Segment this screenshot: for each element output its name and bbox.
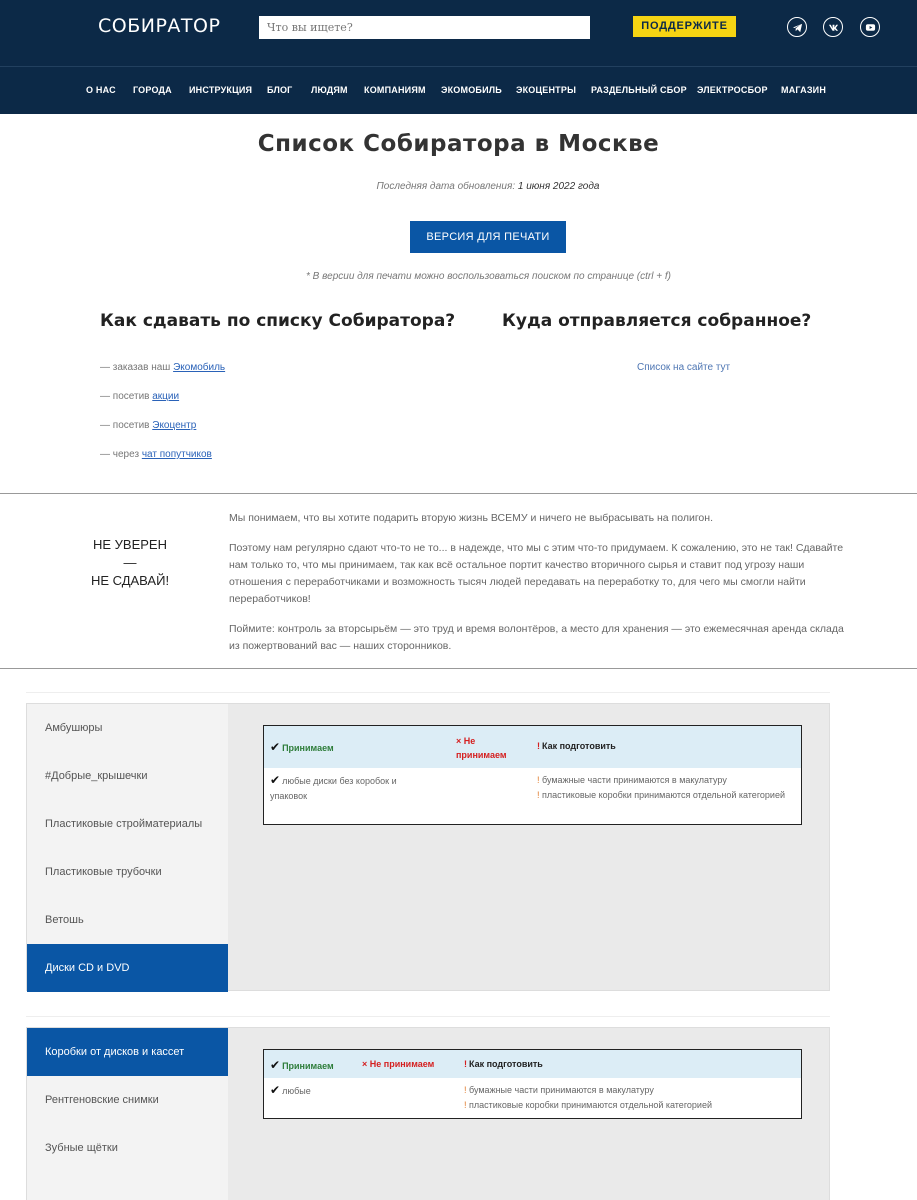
- rules-table: [263, 725, 802, 825]
- exclamation-icon: !: [464, 1085, 470, 1095]
- nav-item-shop[interactable]: МАГАЗИН: [781, 85, 827, 95]
- exclamation-icon: !: [537, 775, 543, 785]
- check-icon: ✔: [270, 1083, 281, 1097]
- update-date: [0, 181, 917, 192]
- check-icon: ✔: [270, 1058, 281, 1072]
- nav-item-ecocenters[interactable]: ЭКОЦЕНТРЫ: [516, 85, 577, 95]
- prepare-cell: ! бумажные части принимаются в макулатуру ! пластиковые коробки принимаются отдельной категорией: [537, 775, 785, 800]
- tab-cd-dvd[interactable]: Диски CD и DVD: [27, 944, 228, 992]
- tab-good-caps[interactable]: #Добрые_крышечки: [45, 770, 148, 782]
- where-title: Куда отправляется собранное?: [502, 311, 812, 331]
- check-icon: ✔: [270, 773, 281, 787]
- doubt-title: [60, 536, 200, 590]
- youtube-icon[interactable]: [860, 17, 880, 37]
- doubt-section: [0, 493, 917, 669]
- divider: [26, 1016, 830, 1017]
- table-header: [264, 726, 801, 768]
- logo[interactable]: СОБИРАТОР: [98, 15, 221, 37]
- nav-item-electro[interactable]: ЭЛЕКТРОСБОР: [697, 85, 768, 95]
- nav-item-separate-collection[interactable]: РАЗДЕЛЬНЫЙ СБОР: [591, 85, 687, 95]
- prepare-header: ! Как подготовить: [464, 1059, 543, 1069]
- doubt-title-line: НЕ УВЕРЕН: [92, 537, 167, 552]
- actions-link[interactable]: акции: [152, 391, 180, 402]
- divider: [26, 692, 830, 693]
- table-header: [264, 1050, 801, 1078]
- ecomobile-link[interactable]: Экомобиль: [173, 362, 226, 373]
- search-input[interactable]: [259, 16, 590, 39]
- how-item: [100, 362, 225, 373]
- rules-table: [263, 1049, 802, 1119]
- category-panel: [26, 703, 830, 991]
- nav-item-companies[interactable]: КОМПАНИЯМ: [364, 85, 426, 95]
- check-icon: ✔: [270, 740, 281, 754]
- exclamation-icon: !: [464, 1100, 470, 1110]
- nav-item-about[interactable]: О НАС: [86, 85, 116, 95]
- update-value: 1 июня 2022 года: [517, 181, 600, 192]
- site-list-link[interactable]: Список на сайте тут: [637, 362, 731, 373]
- tab-plastic-straws[interactable]: Пластиковые трубочки: [45, 866, 162, 878]
- category-panel: [26, 1027, 830, 1200]
- accept-header: ✔ Принимаем: [270, 740, 334, 754]
- nav-item-cities[interactable]: ГОРОДА: [133, 85, 172, 95]
- telegram-icon[interactable]: [787, 17, 807, 37]
- how-item: [100, 449, 212, 460]
- top-bar: [0, 0, 917, 66]
- category-tabs: [27, 704, 228, 990]
- prepare-cell: ! бумажные части принимаются в макулатуру ! пластиковые коробки принимаются отдельной категорией: [464, 1085, 712, 1110]
- accept-header: ✔ Принимаем: [270, 1058, 334, 1072]
- doubt-paragraph: Поэтому нам регулярно сдают что-то не то... в надежде, что мы с этим что-то придумаем. К сожалению, это не так! Сдавайте нам только то, что мы принимаем, так как всё остальное портит качество вторичного сырья и ставит под угрозу наши отношения с переработчиками и возможность тысяч людей передавать на переработку то, для чего мы смогли найти переработчиков!: [229, 542, 844, 605]
- tab-plastic-building[interactable]: Пластиковые стройматериалы: [45, 818, 203, 830]
- exclamation-icon: !: [464, 1059, 467, 1069]
- exclamation-icon: !: [537, 790, 543, 800]
- how-item: [100, 391, 179, 402]
- tab-rags[interactable]: Ветошь: [45, 914, 84, 926]
- how-item-text: — посетив: [100, 420, 153, 431]
- prepare-header: ! Как подготовить: [537, 741, 616, 751]
- category-tabs: [27, 1028, 228, 1200]
- nav-item-ecomobile[interactable]: ЭКОМОБИЛЬ: [441, 85, 502, 95]
- reject-header: × Не принимаем: [362, 1059, 435, 1069]
- vk-icon[interactable]: [823, 17, 843, 37]
- how-item-text: — заказав наш: [100, 362, 174, 373]
- doubt-title-line: НЕ СДАВАЙ!: [90, 573, 170, 588]
- accept-cell: ✔ любые диски без коробок и упаковок: [270, 773, 397, 801]
- print-version-button[interactable]: ВЕРСИЯ ДЛЯ ПЕЧАТИ: [410, 221, 566, 253]
- cross-icon: ×: [456, 736, 464, 746]
- nav-item-blog[interactable]: БЛОГ: [267, 85, 293, 95]
- update-label: Последняя дата обновления:: [376, 181, 516, 192]
- nav-item-instruction[interactable]: ИНСТРУКЦИЯ: [189, 85, 253, 95]
- ecocenter-link[interactable]: Экоцентр: [152, 420, 197, 431]
- how-item-text: — посетив: [100, 391, 153, 402]
- tab-xray[interactable]: Рентгеновские снимки: [45, 1094, 159, 1106]
- doubt-paragraph: Поймите: контроль за вторсырьём — это труд и время волонтёров, а место для хранения — это ежемесячная аренда склада из пожертвований вас — наших сторонников.: [229, 623, 844, 652]
- reject-header: × Не принимаем: [456, 736, 507, 760]
- doubt-paragraph: Мы понимаем, что вы хотите подарить вторую жизнь ВСЕМУ и ничего не выбрасывать на полигон.: [229, 512, 713, 524]
- nav-item-people[interactable]: ЛЮДЯМ: [311, 85, 348, 95]
- accept-cell: ✔ любые: [270, 1083, 311, 1097]
- how-title: Как сдавать по списку Собиратора?: [100, 311, 456, 331]
- page-title: Список Собиратора в Москве: [257, 131, 660, 157]
- exclamation-icon: !: [537, 741, 540, 751]
- tab-ambushures[interactable]: Амбушюры: [45, 722, 103, 734]
- print-note: * В версии для печати можно воспользоваться поиском по странице (ctrl + f): [306, 271, 671, 282]
- doubt-title-dash: —: [123, 555, 137, 570]
- main-nav: [0, 66, 917, 114]
- how-item: [100, 420, 196, 431]
- carpool-chat-link[interactable]: чат попутчиков: [141, 449, 212, 460]
- tab-toothbrushes[interactable]: Зубные щётки: [45, 1142, 118, 1154]
- tab-disc-boxes[interactable]: Коробки от дисков и кассет: [27, 1028, 228, 1076]
- how-item-text: — через: [100, 449, 142, 460]
- cross-icon: ×: [362, 1059, 370, 1069]
- support-button[interactable]: ПОДДЕРЖИТЕ: [633, 16, 736, 37]
